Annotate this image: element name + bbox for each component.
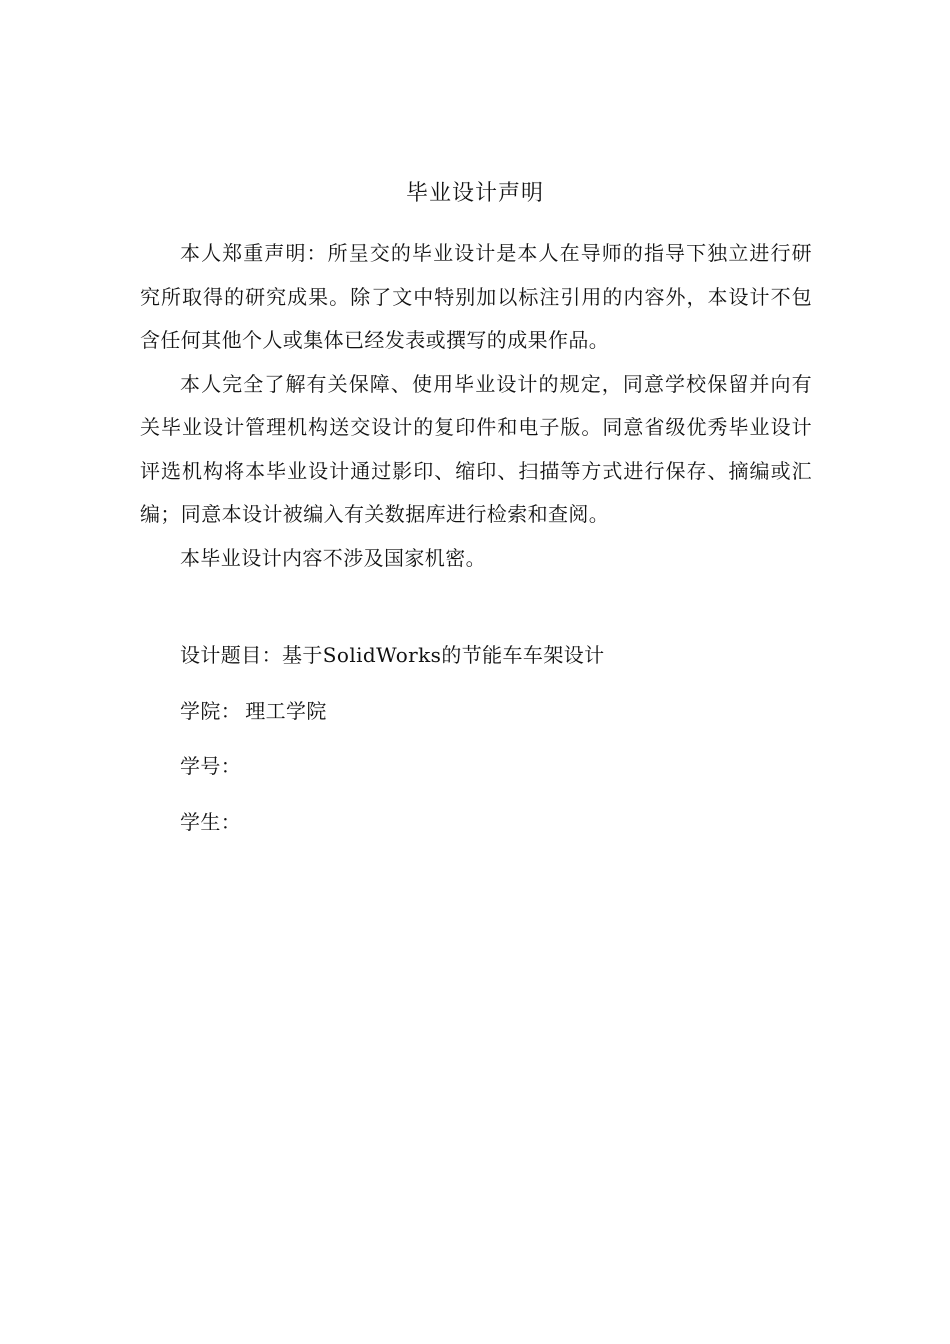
student-id-row	[180, 747, 820, 803]
declaration-paragraph-3: 本毕业设计内容不涉及国家机密。	[180, 545, 486, 570]
declaration-paragraph-1: 本人郑重声明：所呈交的毕业设计是本人在导师的指导下独立进行研究所取得的研究成果。除了文中特别加以标注引用的内容外，本设计不包含任何其他个人或集体已经发表或撰写的成果作品。	[140, 241, 812, 352]
topic-label: 设计题目：	[180, 643, 282, 667]
student-row	[180, 803, 820, 859]
college-value: 理工学院	[245, 698, 327, 723]
topic-row	[180, 636, 820, 692]
student-id-label: 学号：	[180, 754, 242, 778]
info-block	[180, 636, 820, 858]
college-row	[180, 692, 820, 748]
declaration-body	[140, 232, 812, 580]
student-label: 学生：	[180, 809, 242, 834]
topic-value: 基于SolidWorks的节能车车架设计	[282, 643, 605, 667]
college-label: 学院：	[180, 698, 242, 723]
declaration-paragraph-2: 本人完全了解有关保障、使用毕业设计的规定，同意学校保留并向有关毕业设计管理机构送交设计的复印件和电子版。同意省级优秀毕业设计评选机构将本毕业设计通过影印、缩印、扫描等方式进行保存、摘编或汇编；同意本设计被编入有关数据库进行检索和查阅。	[140, 371, 812, 526]
page-title: 毕业设计声明	[405, 181, 544, 206]
